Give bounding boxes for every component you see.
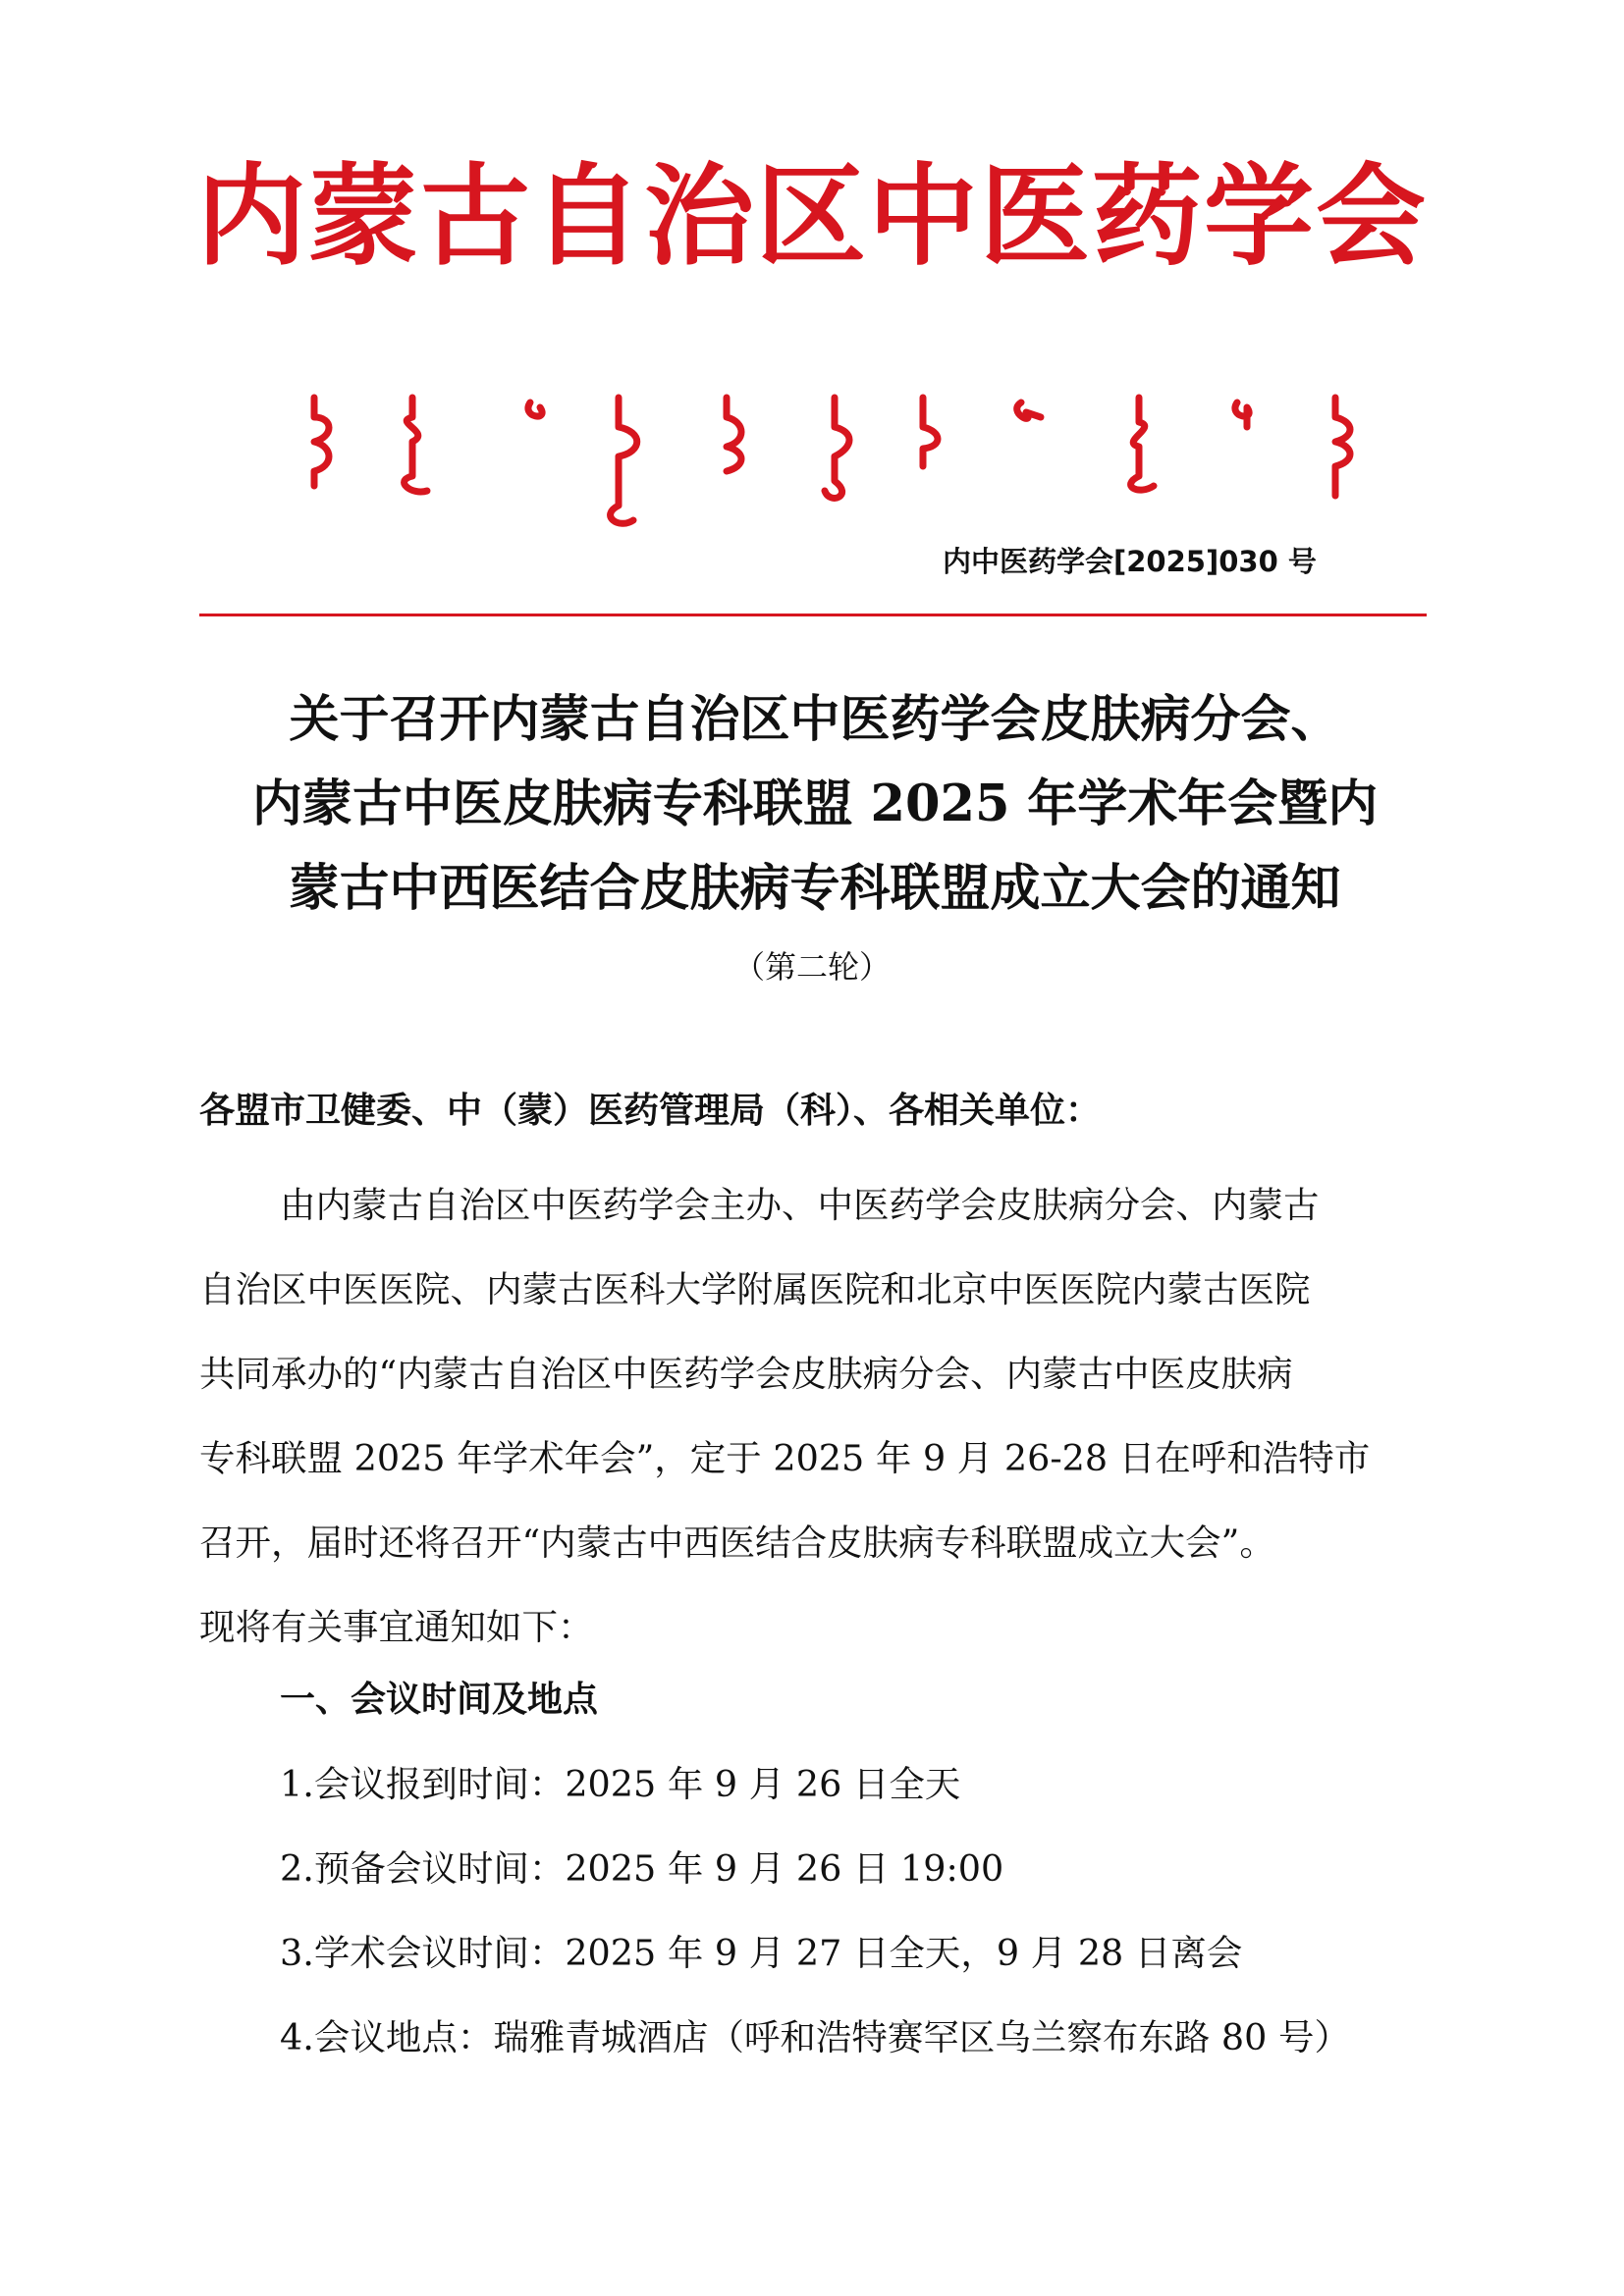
mongolian-word [1131, 398, 1154, 490]
document-title [196, 677, 1434, 931]
mongolian-word [314, 398, 329, 486]
paragraph-line: 召开，届时还将召开“内蒙古中西医结合皮肤病专科联盟成立大会”。 [199, 1522, 1275, 1564]
body-paragraph [199, 1163, 1446, 1670]
paragraph-line: 现将有关事宜通知如下： [199, 1606, 594, 1648]
document-number: 内中医药学会[2025]030 号 [943, 545, 1317, 578]
mongolian-word [727, 398, 741, 471]
org-title: 内蒙古自治区中医药学会 [196, 153, 1428, 281]
title-line: 内蒙古中医皮肤病专科联盟 2025 年学术年会暨内 [251, 774, 1379, 833]
paragraph-line: 自治区中医医院、内蒙古医科大学附属医院和北京中医医院内蒙古医院 [199, 1268, 1311, 1310]
mongolian-script-logo [295, 388, 1375, 535]
meeting-item: 3.学术会议时间：2025 年 9 月 27 日全天，9 月 28 日离会 [280, 1932, 1243, 1974]
mongolian-word [528, 402, 542, 416]
title-line: 关于召开内蒙古自治区中医药学会皮肤病分会、 [289, 690, 1341, 749]
mongolian-word [923, 398, 938, 466]
mongolian-word [611, 398, 637, 523]
mongolian-word [1235, 402, 1249, 427]
mongolian-word [825, 398, 849, 498]
paragraph-line: 专科联盟 2025 年学术年会”，定于 2025 年 9 月 26-28 日在呼和浩特市 [199, 1437, 1371, 1479]
mongolian-word [1335, 398, 1350, 496]
meeting-item: 2.预备会议时间：2025 年 9 月 26 日 19:00 [280, 1847, 1004, 1890]
mongolian-word [405, 398, 427, 492]
mongolian-word [1017, 402, 1041, 418]
section-heading: 一、会议时间及地点 [280, 1680, 599, 1720]
paragraph-line: 共同承办的“内蒙古自治区中医药学会皮肤病分会、内蒙古中医皮肤病 [199, 1353, 1293, 1395]
paragraph-line: 由内蒙古自治区中医药学会主办、中医药学会皮肤病分会、内蒙古 [280, 1184, 1320, 1226]
title-line: 蒙古中西医结合皮肤病专科联盟成立大会的通知 [289, 859, 1341, 918]
meeting-item: 1.会议报到时间：2025 年 9 月 26 日全天 [280, 1763, 961, 1805]
salutation: 各盟市卫健委、中（蒙）医药管理局（科）、各相关单位： [199, 1091, 1102, 1131]
round-label: （第二轮） [732, 948, 891, 986]
header-divider [199, 614, 1427, 616]
meeting-item: 4.会议地点：瑞雅青城酒店（呼和浩特赛罕区乌兰察布东路 80 号） [280, 2016, 1350, 2058]
